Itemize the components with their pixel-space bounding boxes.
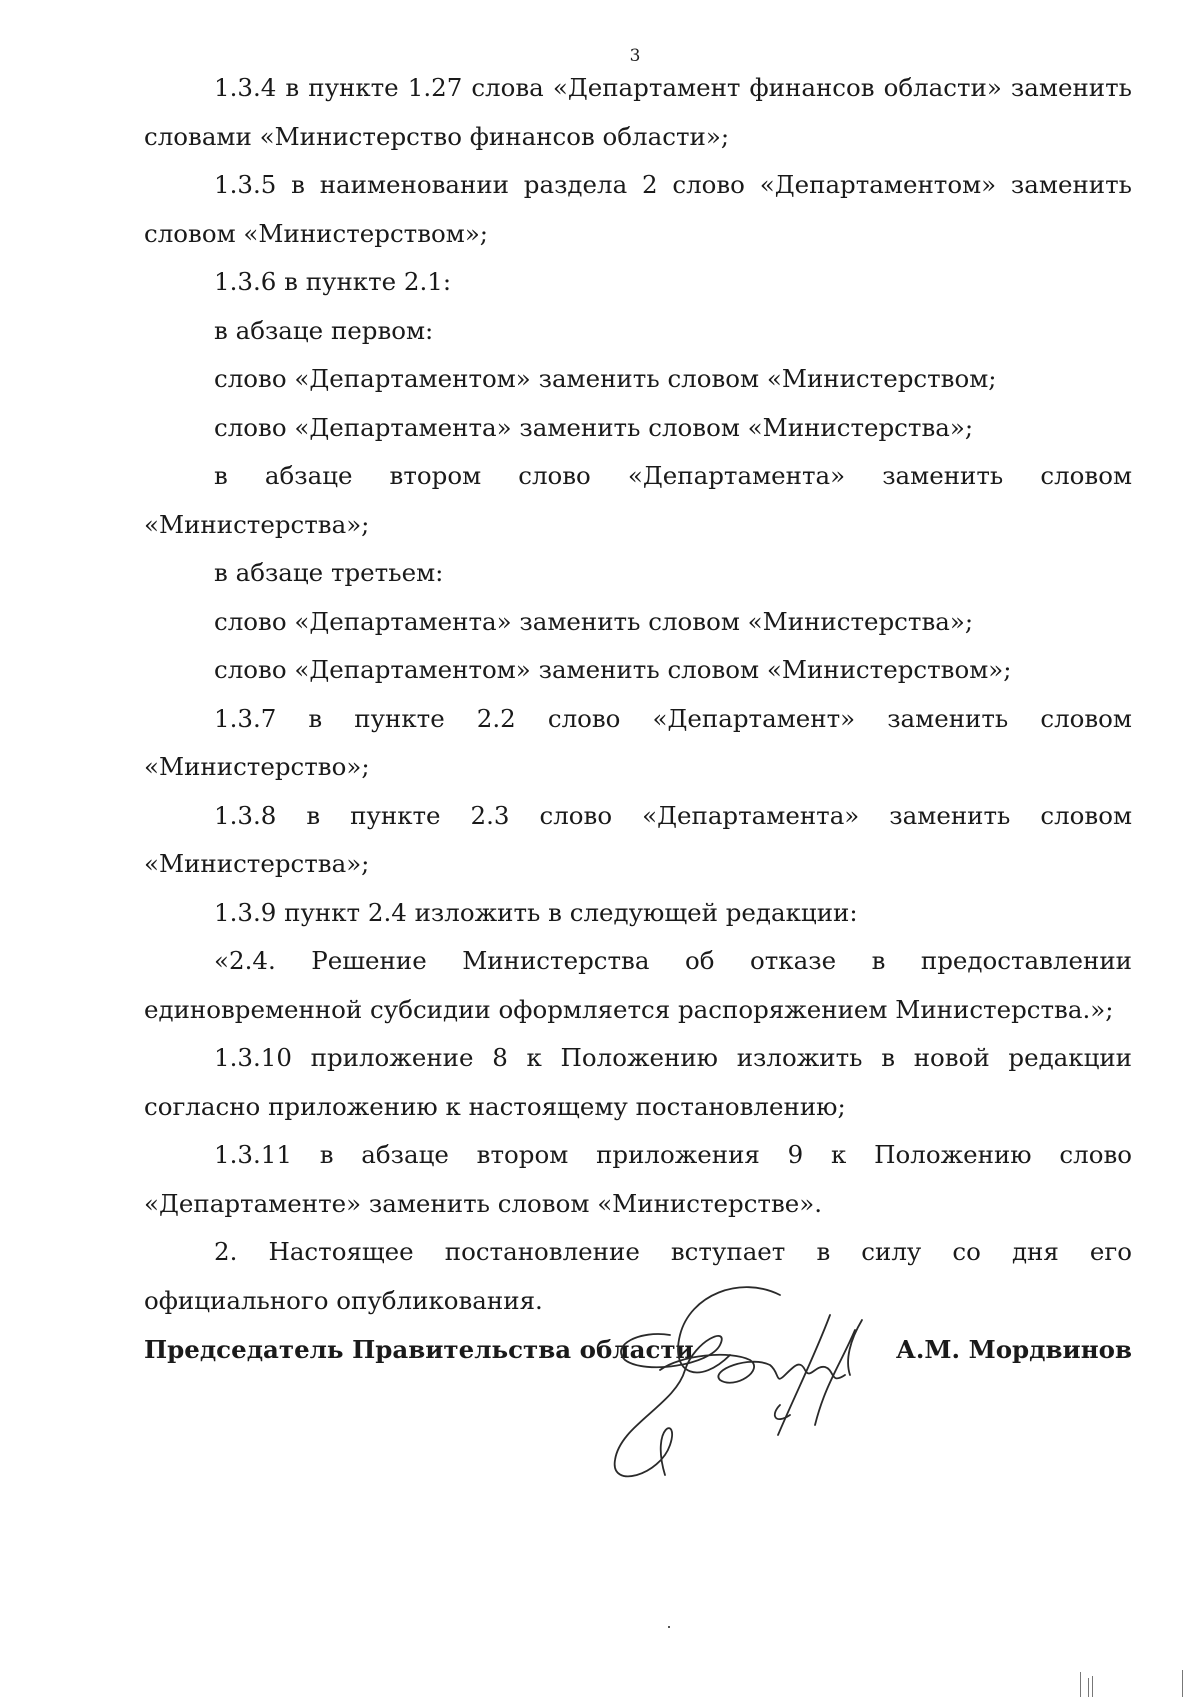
paragraph-2-4-quote: «2.4. Решение Министерства об отказе в предоставлении единовременной субсидии оформляется распоряжением Министерства.»; [144, 946, 1132, 1024]
paragraph-replace-1: слово «Департаментом» заменить словом «Министерством; [214, 364, 997, 393]
paragraph-replace-2: слово «Департамента» заменить словом «Министерства»; [214, 412, 974, 442]
scan-mark [1088, 1678, 1089, 1697]
paragraph-replace-3: слово «Департамента» заменить словом «Министерства»; [214, 606, 974, 636]
paragraph-1-3-4: 1.3.4 в пункте 1.27 слова «Департамент финансов области» заменить словами «Министерство финансов области»; [144, 73, 1132, 151]
paragraph-2: 2. Настоящее постановление вступает в силу со дня его официального опубликования. [144, 1237, 1132, 1315]
scan-mark [1080, 1672, 1081, 1697]
paragraph-first-abzac: в абзаце первом: [214, 315, 434, 345]
paragraph-1-3-9: 1.3.9 пункт 2.4 изложить в следующей редакции: [214, 897, 858, 927]
paragraph-second-abzac: в абзаце втором слово «Департамента» заменить словом «Министерства»; [144, 461, 1132, 539]
page-number: 3 [629, 46, 641, 66]
paragraph-1-3-5: 1.3.5 в наименовании раздела 2 слово «Департаментом» заменить словом «Министерством»; [144, 170, 1132, 248]
signatory-title: Председатель Правительства области [144, 1335, 694, 1364]
scan-mark [668, 1626, 670, 1628]
paragraph-1-3-11: 1.3.11 в абзаце втором приложения 9 к Положению слово «Департаменте» заменить словом «Министерстве». [144, 1140, 1132, 1218]
paragraph-third-abzac: в абзаце третьем: [214, 558, 444, 587]
paragraph-1-3-10: 1.3.10 приложение 8 к Положению изложить в новой редакции согласно приложению к настоящему постановлению; [144, 1043, 1132, 1121]
paragraph-replace-4: слово «Департаментом» заменить словом «Министерством»; [214, 655, 1012, 684]
signatory-name: А.М. Мордвинов [895, 1335, 1132, 1364]
scan-mark [1182, 1670, 1183, 1697]
paragraph-1-3-8: 1.3.8 в пункте 2.3 слово «Департамента» заменить словом «Министерства»; [144, 800, 1132, 878]
paragraph-1-3-7: 1.3.7 в пункте 2.2 слово «Департамент» заменить словом «Министерство»; [144, 703, 1132, 781]
document-body [144, 64, 1132, 1325]
scan-mark [1092, 1676, 1093, 1697]
handwritten-signature [600, 1275, 950, 1495]
paragraph-1-3-6: 1.3.6 в пункте 2.1: [214, 267, 452, 296]
